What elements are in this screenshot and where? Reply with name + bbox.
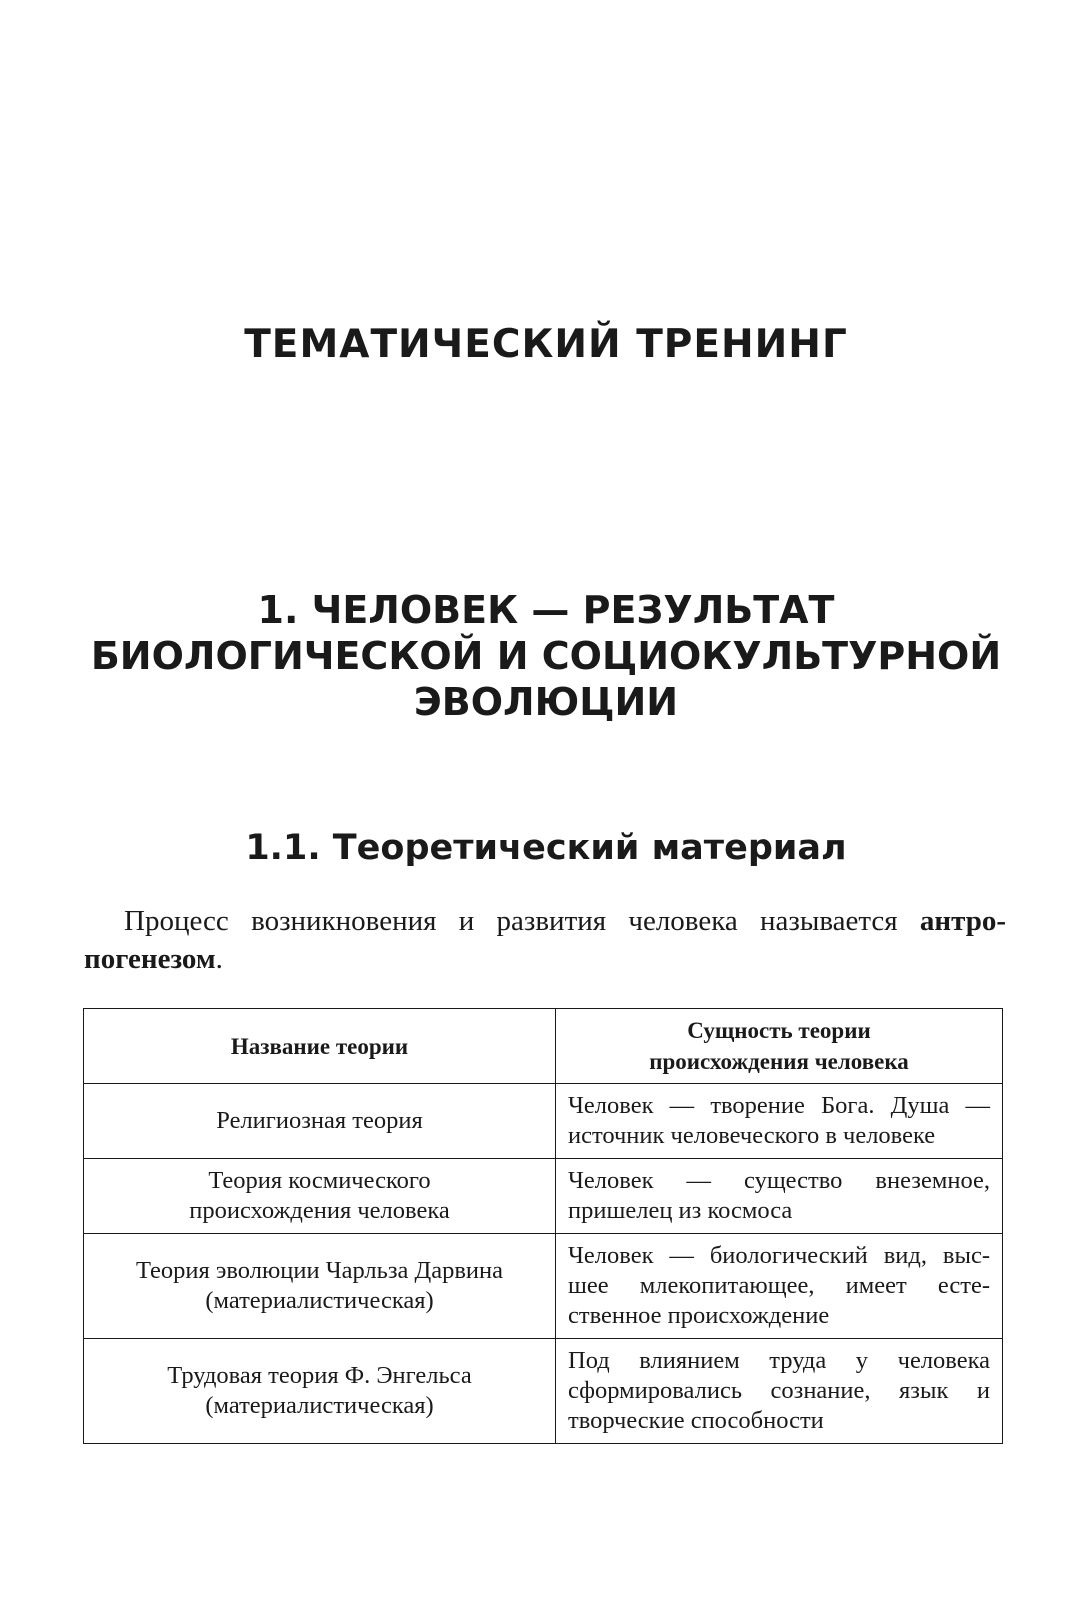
theory-essence-cell <box>556 1159 1003 1234</box>
theory-name-cell <box>84 1159 556 1234</box>
cell-line: источник человеческого в человеке <box>568 1122 936 1149</box>
cell-line: (материалистическая) <box>205 1392 434 1419</box>
table-row <box>84 1159 1003 1234</box>
cell-line: Человек — существо внеземное, <box>568 1167 990 1194</box>
intro-paragraph <box>84 902 1006 978</box>
cell-line: Человек — биологический вид, выс- <box>568 1242 990 1269</box>
cell-line: происхождения человека <box>189 1197 450 1224</box>
theory-name-cell <box>84 1234 556 1339</box>
header-theory-name: Название теории <box>84 1009 556 1084</box>
section-title: 1.1. Теоретический материал <box>245 828 847 868</box>
table-row <box>84 1234 1003 1339</box>
cell-line: (материалистическая) <box>205 1287 434 1314</box>
theories-table <box>83 1008 1003 1444</box>
part-title: ТЕМАТИЧЕСКИЙ ТРЕНИНГ <box>244 322 848 367</box>
theory-essence-cell <box>556 1234 1003 1339</box>
table-header-row <box>84 1009 1003 1084</box>
cell-line: Теория эволюции Чарльза Дарвина <box>135 1257 504 1284</box>
cell-line: Трудовая теория Ф. Энгельса <box>167 1362 472 1389</box>
cell-line: Теория космического <box>208 1167 431 1194</box>
chapter-title-line: ЭВОЛЮЦИИ <box>413 680 679 724</box>
intro-period: . <box>215 943 223 975</box>
intro-line <box>84 902 1006 940</box>
term-anthropogenesis-part1: антро- <box>919 905 1006 937</box>
cell-line: сформировались сознание, язык <box>568 1377 949 1404</box>
table-row <box>84 1339 1003 1444</box>
theory-name-cell <box>84 1339 556 1444</box>
cell-line: ственное происхождение <box>568 1302 830 1329</box>
intro-text: Процесс возникновения и развития человека называется <box>124 905 898 937</box>
cell-line: Человек — творение Бога. Душа — <box>568 1092 990 1119</box>
header-essence-line: происхождения человека <box>649 1049 909 1074</box>
chapter-title-line: 1. ЧЕЛОВЕК — РЕЗУЛЬТАТ <box>257 588 835 632</box>
cell-line: и творческие способности <box>568 1377 990 1434</box>
cell-line: шее млекопитающее, имеет есте- <box>568 1272 990 1299</box>
header-essence-line: Сущность теории <box>687 1018 871 1043</box>
header-theory-essence <box>556 1009 1003 1084</box>
chapter-title <box>60 587 1032 725</box>
theory-name-cell <box>84 1084 556 1159</box>
term-anthropogenesis-part2: погенезом <box>84 943 216 975</box>
cell-line: пришелец из космоса <box>568 1197 793 1224</box>
theory-essence-cell <box>556 1084 1003 1159</box>
chapter-title-line: БИОЛОГИЧЕСКОЙ И СОЦИОКУЛЬТУРНОЙ <box>90 634 1002 678</box>
cell-line: Под влиянием труда у человека <box>568 1347 990 1374</box>
table-row <box>84 1084 1003 1159</box>
cell-line: Религиозная теория <box>216 1107 423 1134</box>
theory-essence-cell <box>556 1339 1003 1444</box>
